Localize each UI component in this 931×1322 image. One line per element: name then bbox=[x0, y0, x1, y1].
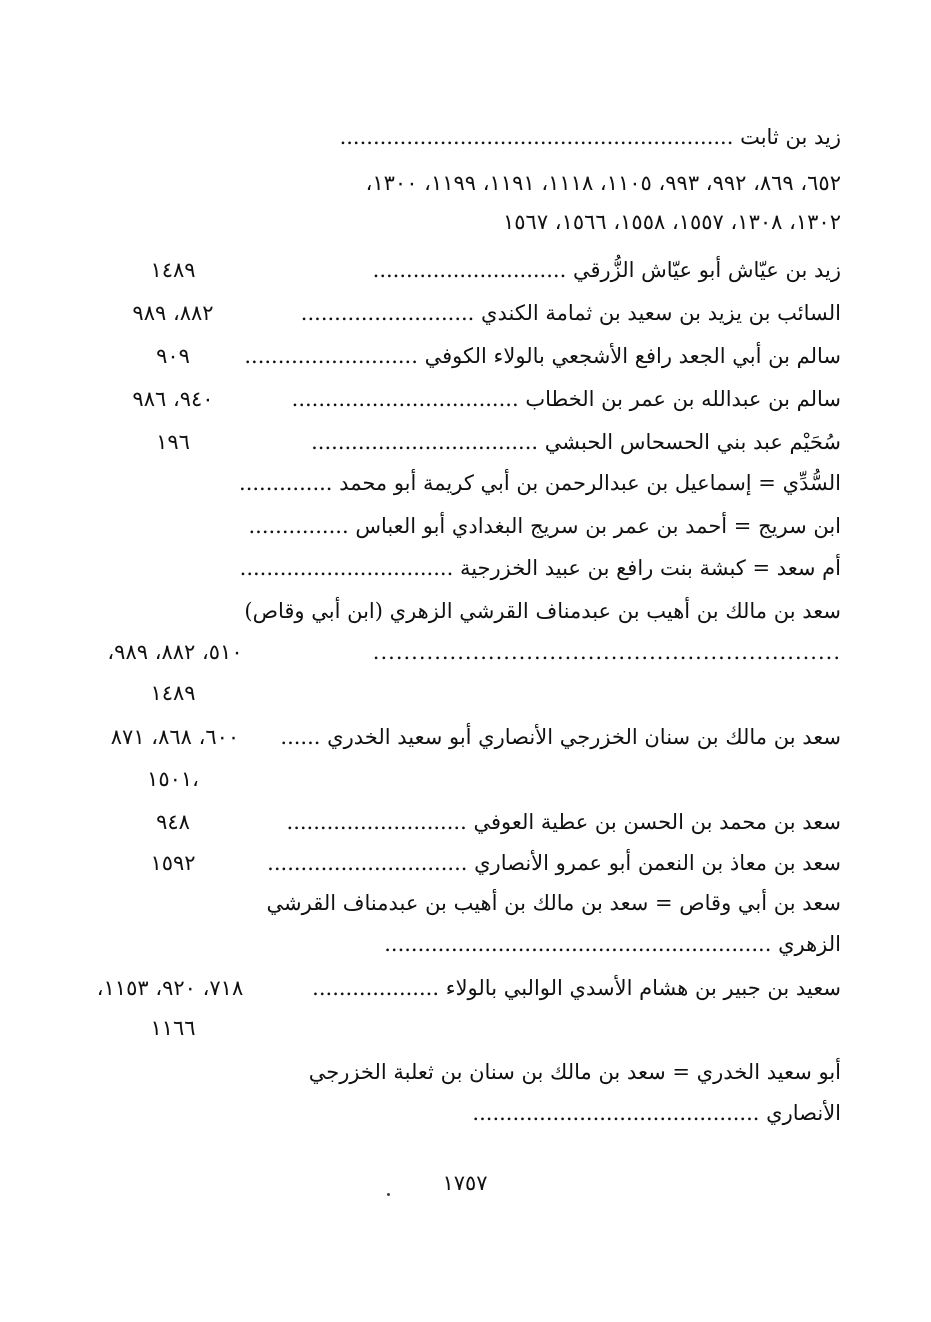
index-entry-name: زيد بن ثابت ........................................................... bbox=[339, 125, 841, 149]
index-entry-name: السائب بن يزيد بن سعيد بن ثمامة الكندي .......................... bbox=[300, 301, 841, 325]
index-entry-name: الأنصاري ........................................... bbox=[472, 1101, 841, 1125]
index-entry-refs: ٦٥٢، ٨٦٩، ٩٩٢، ٩٩٣، ١١٠٥، ١١١٨، ١١٩١، ١١٩٩، ١٣٠٠، bbox=[365, 171, 841, 195]
index-entry-name: ابن سريج = أحمد بن عمر بن سريج البغدادي أبو العباس ............... bbox=[248, 514, 841, 538]
index-entry-refs: ٩٤٨ bbox=[156, 810, 190, 834]
index-entry-name: سعيد بن جبير بن هشام الأسدي الوالبي بالولاء ................... bbox=[312, 976, 841, 1000]
index-entry-refs: ٥١٠، ٨٨٢، ٩٨٩، bbox=[107, 640, 243, 664]
index-entry-name: سعد بن مالك بن أهيب بن عبدمناف القرشي الزهري (ابن أبي وقاص) bbox=[244, 599, 841, 623]
index-entry-refs: ٩٤٠، ٩٨٦ bbox=[132, 387, 214, 411]
index-entry-name: سعد بن مالك بن سنان الخزرجي الأنصاري أبو سعيد الخدري ...... bbox=[280, 725, 841, 749]
index-entry-refs: ١٩٦ bbox=[156, 430, 190, 454]
index-entry-refs: ٦٠٠، ٨٦٨، ٨٧١ bbox=[110, 725, 240, 749]
index-entry-name: السُّدِّي = إسماعيل بن عبدالرحمن بن أبي كريمة أبو محمد .............. bbox=[239, 471, 841, 495]
index-entry-name: سعد بن أبي وقاص = سعد بن مالك بن أهيب بن عبدمناف القرشي bbox=[266, 891, 841, 915]
index-entry-refs: ٨٨٢، ٩٨٩ bbox=[132, 301, 214, 325]
index-entry-refs: ٩٠٩ bbox=[156, 344, 190, 368]
index-entry-name: سالم بن عبدالله بن عمر بن الخطاب .................................. bbox=[291, 387, 841, 411]
index-entry-refs: ١٥٩٢ bbox=[150, 851, 196, 875]
index-entry-dots: ............................................................. bbox=[372, 640, 841, 664]
index-entry-name: سعد بن معاذ بن النعمن أبو عمرو الأنصاري .............................. bbox=[267, 851, 841, 875]
index-entry-refs: ١١٦٦ bbox=[150, 1016, 196, 1040]
index-entry-name: زيد بن عيّاش أبو عيّاش الزُّرقي ............................. bbox=[372, 258, 841, 282]
index-entry-name: سُحَيْم عبد بني الحسحاس الحبشي .................................. bbox=[311, 430, 841, 454]
index-entry-refs: ٧١٨، ٩٢٠، ١١٥٣، bbox=[96, 976, 244, 1000]
index-entry-refs: ١٤٨٩ bbox=[150, 258, 196, 282]
index-entry-name: أم سعد = كبشة بنت رافع بن عبيد الخزرجية ................................ bbox=[239, 556, 841, 580]
scan-speck bbox=[387, 1193, 390, 1196]
index-entry-name: سعد بن محمد بن الحسن بن عطية العوفي ........................... bbox=[286, 810, 841, 834]
index-entry-name: الزهري .......................................................... bbox=[384, 932, 841, 956]
index-entry-name: أبو سعيد الخدري = سعد بن مالك بن سنان بن ثعلبة الخزرجي bbox=[308, 1060, 841, 1084]
index-entry-refs: ١٣٠٢، ١٣٠٨، ١٥٥٧، ١٥٥٨، ١٥٦٦، ١٥٦٧ bbox=[502, 210, 841, 234]
index-entry-refs: ،١٥٠١ bbox=[147, 767, 199, 791]
index-entry-refs: ١٤٨٩ bbox=[150, 681, 196, 705]
index-entry-name: سالم بن أبي الجعد رافع الأشجعي بالولاء الكوفي .......................... bbox=[244, 344, 841, 368]
page-number: ١٧٥٧ bbox=[442, 1171, 488, 1195]
